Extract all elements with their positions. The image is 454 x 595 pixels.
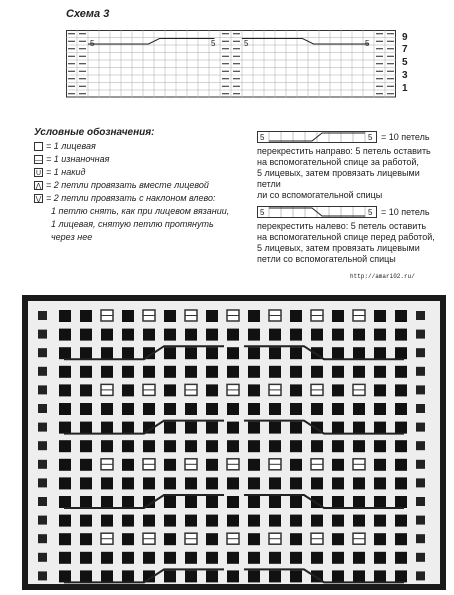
stitch-block: [206, 440, 218, 452]
stitch-block: [332, 533, 344, 545]
row-number-9: 9: [402, 32, 408, 43]
cable-label: 5: [368, 133, 373, 142]
stitch-block: [395, 496, 407, 508]
stitch-block: [332, 459, 344, 471]
stitch-block: [143, 403, 155, 415]
stitch-block: [101, 403, 113, 415]
cable-desc-line: петли со вспомогательной спицы: [257, 254, 396, 264]
stitch-block: [101, 496, 113, 508]
stitch-block: [122, 459, 134, 471]
stitch-block: [206, 459, 218, 471]
stitch-block: [185, 422, 197, 434]
stitch-block: [101, 329, 113, 341]
stitch-block: [353, 496, 365, 508]
stitch-block: [374, 403, 386, 415]
stitch-block: [206, 347, 218, 359]
stitch-block: [206, 477, 218, 489]
stitch-block: [59, 477, 71, 489]
stitch-block: [80, 496, 92, 508]
stitch-block: [332, 384, 344, 396]
knitting-chart: [66, 30, 396, 98]
stitch-block: [395, 459, 407, 471]
stitch-block: [59, 459, 71, 471]
stitch-block: [290, 384, 302, 396]
cable-left-symbol-row: [257, 206, 437, 220]
legend-item-k2tog: ⋀ = 2 петли провязать вместе лицевой: [35, 180, 209, 191]
stitch-block: [206, 515, 218, 527]
stitch-block: [38, 311, 47, 320]
stitch-block: [122, 384, 134, 396]
stitch-block: [164, 440, 176, 452]
stitch-block: [269, 570, 281, 582]
stitch-block: [332, 477, 344, 489]
stitch-block: [164, 515, 176, 527]
stitch-block: [248, 384, 260, 396]
stitch-block: [101, 347, 113, 359]
stitch-block: [80, 440, 92, 452]
stitch-block: [80, 515, 92, 527]
ssk-icon: ⋁: [35, 196, 42, 204]
stitch-block: [122, 570, 134, 582]
stitch-block: [290, 570, 302, 582]
legend-note-line: 1 лицевая, снятую петлю протянуть: [51, 219, 214, 229]
cable-right-symbol-row: [257, 131, 437, 145]
stitch-block: [269, 515, 281, 527]
stitch-block: [227, 552, 239, 564]
stitch-block: [311, 552, 323, 564]
stitch-block: [59, 422, 71, 434]
stitch-block: [38, 497, 47, 506]
stitch-block: [185, 329, 197, 341]
stitch-block: [80, 347, 92, 359]
stitch-block: [227, 477, 239, 489]
stitch-block: [59, 570, 71, 582]
stitch-block: [122, 422, 134, 434]
stitch-block: [122, 533, 134, 545]
stitch-block: [374, 384, 386, 396]
stitch-block: [248, 310, 260, 322]
stitch-block: [416, 423, 425, 432]
stitch-block: [59, 515, 71, 527]
stitch-block: [248, 347, 260, 359]
stitch-block: [59, 310, 71, 322]
stitch-block: [290, 310, 302, 322]
cable-left-desc: [257, 221, 437, 265]
stitch-block: [143, 515, 155, 527]
stitch-block: [353, 477, 365, 489]
stitch-block: [416, 385, 425, 394]
stitch-block: [374, 515, 386, 527]
stitch-block: [122, 403, 134, 415]
stitch-block: [185, 552, 197, 564]
stitch-block: [395, 552, 407, 564]
stitch-block: [206, 552, 218, 564]
stitch-block: [227, 570, 239, 582]
stitch-block: [80, 552, 92, 564]
stitch-block: [416, 348, 425, 357]
stitch-block: [416, 441, 425, 450]
stitch-block: [59, 329, 71, 341]
stitch-block: [164, 310, 176, 322]
stitch-block: [164, 496, 176, 508]
stitch-block: [374, 422, 386, 434]
stitch-block: [353, 440, 365, 452]
stitch-block: [80, 570, 92, 582]
cable-label: 5: [260, 133, 265, 142]
stitch-block: [353, 552, 365, 564]
stitch-block: [38, 348, 47, 357]
stitch-block: [269, 552, 281, 564]
cable-desc-line: на вспомогательной спице перед работой,: [257, 232, 435, 242]
stitch-block: [248, 515, 260, 527]
stitch-block: [227, 329, 239, 341]
cable-desc-line: ли со вспомогательной спицы: [257, 190, 383, 200]
stitch-block: [332, 552, 344, 564]
stitch-block: [374, 477, 386, 489]
stitch-block: [164, 403, 176, 415]
stitch-block: [416, 534, 425, 543]
stitch-block: [395, 515, 407, 527]
stitch-block: [185, 496, 197, 508]
stitch-block: [122, 477, 134, 489]
stitch-block: [311, 329, 323, 341]
row-number-7: 7: [402, 44, 408, 55]
stitch-block: [206, 310, 218, 322]
stitch-block: [374, 570, 386, 582]
stitch-block: [416, 497, 425, 506]
stitch-block: [143, 477, 155, 489]
stitch-block: [38, 423, 47, 432]
stitch-block: [248, 422, 260, 434]
cable-left-block: [257, 206, 437, 265]
stitch-block: [59, 384, 71, 396]
cable-label: 5: [211, 39, 216, 48]
stitch-block: [248, 477, 260, 489]
stitch-block: [206, 384, 218, 396]
cable-desc-line: на вспомогательной спице за работой,: [257, 157, 419, 167]
stitch-block: [290, 515, 302, 527]
cable-left-cross-icon: [257, 206, 377, 218]
stitch-block: [416, 553, 425, 562]
stitch-block: [101, 552, 113, 564]
row-number-1: 1: [402, 83, 408, 94]
stitch-block: [311, 515, 323, 527]
stitch-block: [395, 403, 407, 415]
stitch-block: [59, 496, 71, 508]
stitch-block: [206, 422, 218, 434]
stitch-block: [332, 366, 344, 378]
stitch-block: [248, 552, 260, 564]
stitch-block: [395, 366, 407, 378]
stitch-block: [416, 311, 425, 320]
stitch-block: [311, 403, 323, 415]
stitch-block: [206, 533, 218, 545]
legend-note-line: через нее: [51, 232, 93, 242]
stitch-block: [143, 552, 155, 564]
stitch-block: [101, 477, 113, 489]
stitch-block: [206, 366, 218, 378]
k2tog-icon: ⋀: [35, 183, 42, 191]
stitch-block: [227, 347, 239, 359]
legend-note-line: 1 петлю снять, как при лицевом вязании,: [51, 206, 230, 216]
stitch-block: [206, 496, 218, 508]
stitch-block: [248, 570, 260, 582]
stitch-block: [269, 477, 281, 489]
stitch-block: [164, 384, 176, 396]
stitch-block: [416, 404, 425, 413]
stitch-block: [38, 330, 47, 339]
stitch-block: [290, 347, 302, 359]
stitch-block: [374, 440, 386, 452]
stitch-block: [269, 329, 281, 341]
stitch-block: [248, 403, 260, 415]
stitch-block: [206, 403, 218, 415]
stitch-block: [332, 310, 344, 322]
stitch-block: [38, 385, 47, 394]
stitch-block: [122, 552, 134, 564]
stitch-block: [395, 329, 407, 341]
stitch-block: [290, 403, 302, 415]
stitch-block: [395, 477, 407, 489]
stitch-block: [38, 367, 47, 376]
cable-left-equals: = 10 петель: [381, 207, 430, 217]
stitch-block: [416, 478, 425, 487]
stitch-block: [101, 440, 113, 452]
stitch-block: [143, 329, 155, 341]
stitch-block: [59, 366, 71, 378]
stitch-block: [80, 422, 92, 434]
stitch-block: [122, 440, 134, 452]
stitch-block: [248, 440, 260, 452]
cable-desc-line: 5 лицевых, затем провязать лицевыми: [257, 243, 420, 253]
stitch-block: [38, 571, 47, 580]
row-number-3: 3: [402, 70, 408, 81]
stitch-block: [332, 329, 344, 341]
stitch-block: [248, 366, 260, 378]
stitch-block: [332, 347, 344, 359]
stitch-block: [38, 460, 47, 469]
stitch-block: [416, 367, 425, 376]
cable-label: 5: [260, 208, 265, 217]
cable-label: 5: [365, 39, 370, 48]
stitch-block: [122, 496, 134, 508]
stitch-block: [101, 422, 113, 434]
stitch-block: [290, 496, 302, 508]
stitch-block: [38, 478, 47, 487]
stitch-block: [143, 366, 155, 378]
stitch-block: [332, 440, 344, 452]
stitch-block: [416, 571, 425, 580]
cable-right-cross-icon: [257, 131, 377, 143]
stitch-block: [269, 496, 281, 508]
stitch-block: [374, 347, 386, 359]
stitch-block: [416, 516, 425, 525]
stitch-block: [164, 329, 176, 341]
stitch-block: [206, 570, 218, 582]
stitch-block: [227, 403, 239, 415]
stitch-block: [59, 403, 71, 415]
stitch-block: [374, 459, 386, 471]
stitch-block: [80, 403, 92, 415]
stitch-block: [374, 366, 386, 378]
stitch-block: [185, 366, 197, 378]
stitch-block: [269, 440, 281, 452]
stitch-block: [59, 533, 71, 545]
stitch-block: [311, 366, 323, 378]
stitch-block: [374, 496, 386, 508]
stitch-block: [227, 496, 239, 508]
stitch-block: [353, 570, 365, 582]
stitch-block: [185, 403, 197, 415]
stitch-block: [374, 533, 386, 545]
source-url: http://amari02.ru/: [350, 273, 415, 280]
stitch-block: [395, 440, 407, 452]
purl-stitch-icon: —: [35, 157, 42, 165]
stitch-block: [80, 366, 92, 378]
stitch-block: [353, 329, 365, 341]
stitch-block: [416, 460, 425, 469]
cable-right-equals: = 10 петель: [381, 132, 430, 142]
stitch-block: [80, 459, 92, 471]
cable-desc-line: перекрестить налево: 5 петель оставить: [257, 221, 427, 231]
stitch-block: [332, 422, 344, 434]
stitch-block: [374, 310, 386, 322]
stitch-block: [101, 570, 113, 582]
stitch-block: [374, 552, 386, 564]
legend-item-ssk: ⋁ = 2 петли провязать с наклоном влево:: [35, 193, 216, 204]
stitch-block: [122, 515, 134, 527]
stitch-block: [395, 310, 407, 322]
stitch-block: [332, 403, 344, 415]
stitch-block: [101, 366, 113, 378]
stitch-block: [332, 570, 344, 582]
cable-desc-line: перекрестить направо: 5 петель оставить: [257, 146, 431, 156]
stitch-block: [395, 570, 407, 582]
stitch-block: [80, 533, 92, 545]
stitch-block: [248, 459, 260, 471]
stitch-block: [164, 477, 176, 489]
stitch-block: [416, 330, 425, 339]
stitch-block: [80, 384, 92, 396]
stitch-block: [395, 384, 407, 396]
stitch-block: [353, 515, 365, 527]
stitch-block: [38, 441, 47, 450]
stitch-block: [80, 310, 92, 322]
stitch-block: [290, 459, 302, 471]
yarn-over-icon: U: [35, 170, 42, 178]
stitch-block: [164, 533, 176, 545]
stitch-block: [290, 329, 302, 341]
stitch-block: [122, 329, 134, 341]
stitch-block: [38, 534, 47, 543]
stitch-block: [311, 477, 323, 489]
stitch-block: [248, 533, 260, 545]
stitch-block: [227, 440, 239, 452]
stitch-block: [332, 496, 344, 508]
stitch-block: [59, 552, 71, 564]
stitch-block: [227, 422, 239, 434]
stitch-block: [185, 515, 197, 527]
stitch-block: [269, 422, 281, 434]
stitch-block: [248, 329, 260, 341]
stitch-block: [164, 570, 176, 582]
cable-desc-line: 5 лицевых, затем провязать лицевыми петли: [257, 168, 420, 189]
scheme-title: Схема 3: [66, 8, 110, 20]
stitch-block: [38, 553, 47, 562]
stitch-block: [395, 422, 407, 434]
cable-label: 5: [90, 39, 95, 48]
stitch-block: [164, 366, 176, 378]
stitch-block: [395, 347, 407, 359]
stitch-block: [164, 422, 176, 434]
stitch-block: [269, 403, 281, 415]
stitch-block: [353, 366, 365, 378]
cable-label: 5: [368, 208, 373, 217]
cable-right-desc: [257, 146, 437, 201]
stitch-block: [311, 440, 323, 452]
stitch-block: [269, 347, 281, 359]
stitch-block: [290, 366, 302, 378]
stitch-block: [353, 422, 365, 434]
stitch-block: [395, 533, 407, 545]
stitch-block: [269, 366, 281, 378]
stitch-block: [206, 329, 218, 341]
legend-item-purl: — = 1 изнаночная: [35, 154, 110, 165]
stitch-block: [185, 477, 197, 489]
stitch-block: [353, 347, 365, 359]
stitch-block: [122, 366, 134, 378]
stitch-block: [59, 440, 71, 452]
stitch-block: [164, 552, 176, 564]
legend-title: Условные обозначения:: [34, 127, 155, 138]
stitch-block: [38, 516, 47, 525]
stitch-block: [185, 440, 197, 452]
stitch-block: [122, 310, 134, 322]
stitch-block: [353, 403, 365, 415]
stitch-block: [80, 477, 92, 489]
stitch-block: [227, 515, 239, 527]
stitch-block: [80, 329, 92, 341]
cable-right-block: [257, 131, 437, 201]
stitch-block: [164, 347, 176, 359]
stitch-block: [248, 496, 260, 508]
stitch-block: [143, 440, 155, 452]
legend-item-knit: = 1 лицевая: [34, 141, 96, 152]
stitch-block: [290, 477, 302, 489]
stitch-block: [101, 515, 113, 527]
stitch-block: [290, 533, 302, 545]
stitch-block: [290, 552, 302, 564]
stitch-block: [374, 329, 386, 341]
stitch-block: [185, 347, 197, 359]
knitted-fabric-photo: [22, 295, 446, 590]
stitch-block: [38, 404, 47, 413]
legend-item-yarn-over: U = 1 накид: [35, 167, 86, 178]
stitch-block: [59, 347, 71, 359]
stitch-block: [290, 440, 302, 452]
knit-stitch-icon: [34, 142, 43, 151]
stitch-block: [122, 347, 134, 359]
stitch-block: [185, 570, 197, 582]
row-number-5: 5: [402, 57, 408, 68]
stitch-block: [332, 515, 344, 527]
stitch-block: [164, 459, 176, 471]
stitch-block: [227, 366, 239, 378]
cable-label: 5: [244, 39, 249, 48]
stitch-block: [290, 422, 302, 434]
